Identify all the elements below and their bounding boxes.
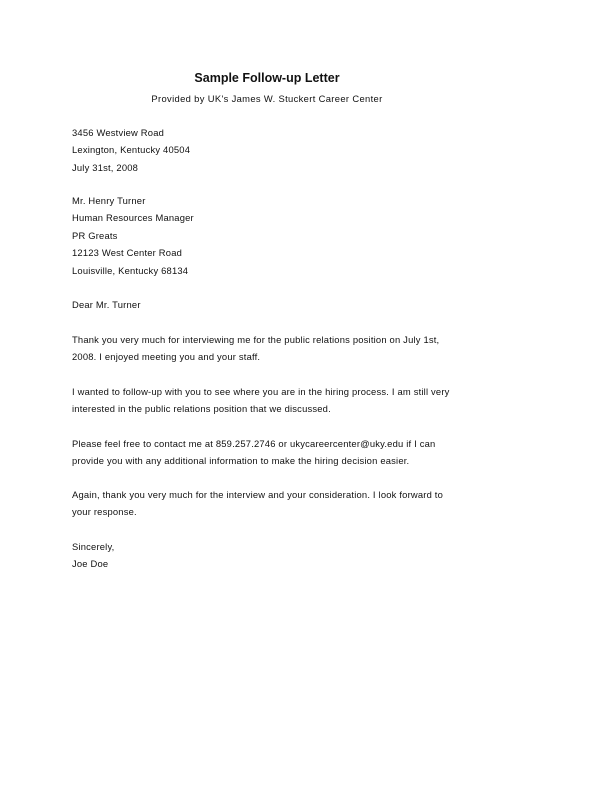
- body-paragraph-2: [72, 383, 492, 418]
- recipient-address: [72, 192, 492, 279]
- paragraph-line: your response.: [72, 506, 137, 518]
- letter-date: July 31st, 2008: [72, 161, 139, 173]
- salutation-text: Dear Mr. Turner: [72, 299, 141, 310]
- letter-title: Sample Follow-up Letter: [194, 71, 340, 85]
- paragraph-line: I wanted to follow-up with you to see where you are in the hiring process. I am still very: [72, 386, 450, 397]
- paragraph-line: 2008. I enjoyed meeting you and your staff.: [72, 351, 261, 363]
- body-paragraph-4: [72, 486, 492, 521]
- recipient-street: 12123 West Center Road: [72, 247, 183, 259]
- paragraph-line: Thank you very much for interviewing me for the public relations position on July 1st,: [72, 334, 440, 345]
- recipient-company: PR Greats: [72, 229, 118, 241]
- letter-closing: [72, 538, 492, 573]
- sender-street: 3456 Westview Road: [72, 127, 165, 138]
- paragraph-line: Again, thank you very much for the interview and your consideration. I look forward to: [72, 489, 444, 500]
- body-paragraph-1: [72, 331, 492, 366]
- paragraph-line: provide you with any additional information to make the hiring decision easier.: [72, 455, 410, 467]
- recipient-title: Human Resources Manager: [72, 212, 194, 224]
- body-paragraph-3: [72, 435, 492, 470]
- recipient-name: Mr. Henry Turner: [72, 195, 146, 206]
- recipient-city-state-zip: Louisville, Kentucky 68134: [72, 264, 189, 276]
- paragraph-line: interested in the public relations position that we discussed.: [72, 403, 331, 415]
- letter-subtitle: Provided by UK's James W. Stuckert Career Center: [151, 93, 383, 104]
- sender-city-state-zip: Lexington, Kentucky 40504: [72, 144, 191, 156]
- signature-name: Joe Doe: [72, 558, 109, 570]
- valediction: Sincerely,: [72, 541, 115, 552]
- sender-address: [72, 124, 492, 176]
- salutation: [72, 296, 492, 313]
- paragraph-line: Please feel free to contact me at 859.257.2746 or ukycareercenter@uky.edu if I can: [72, 438, 436, 449]
